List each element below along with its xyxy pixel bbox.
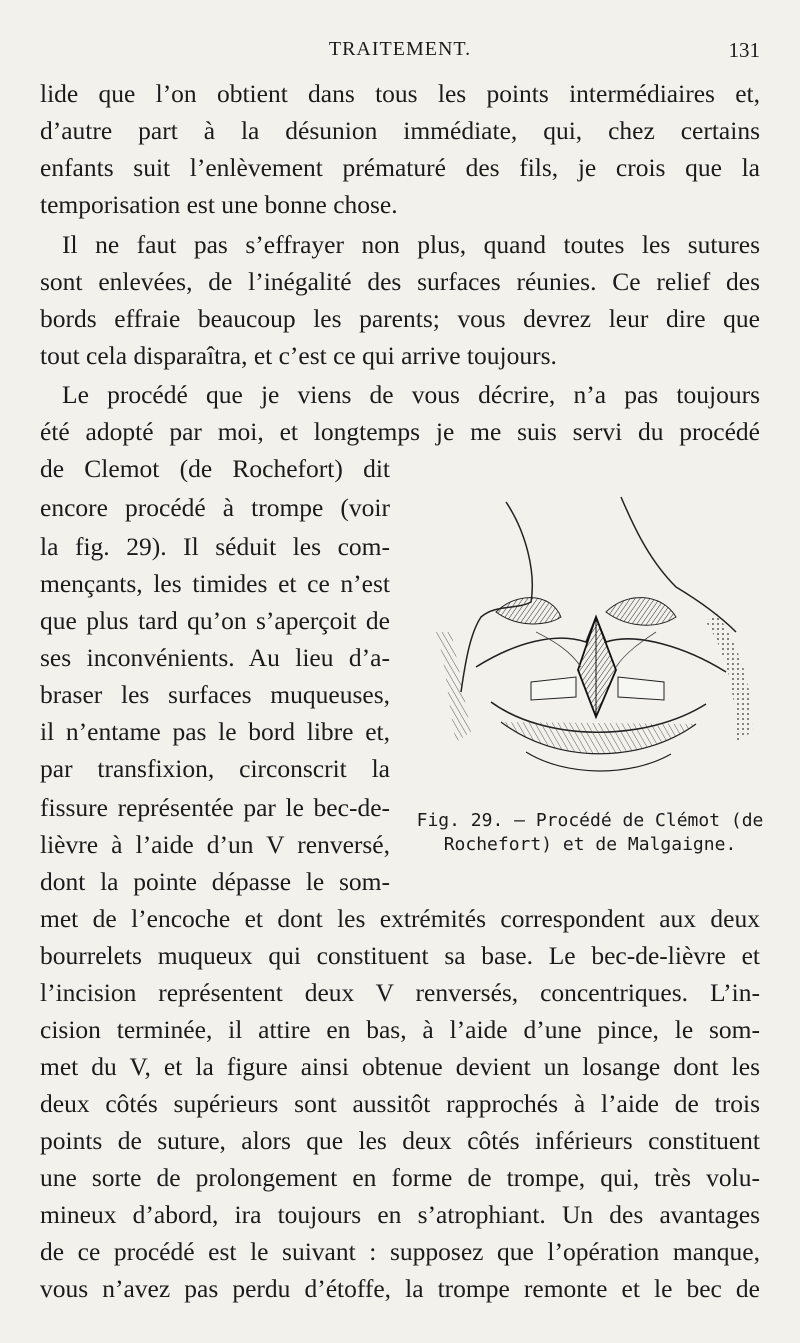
text-line: cision terminée, il attire en bas, à l’aide d’une pince, le som-: [40, 1015, 760, 1044]
text-line: par transfixion, circonscrit la: [40, 754, 390, 783]
text-line: lièvre à l’aide d’un V renversé,: [40, 830, 390, 859]
text-line: temporisation est une bonne chose.: [40, 190, 398, 219]
text-line: lide que l’on obtient dans tous les points intermédiaires et,: [40, 79, 760, 108]
text-line: tout cela disparaîtra, et c’est ce qui arrive toujours.: [40, 341, 557, 370]
text-line: de ce procédé est le suivant : supposez que l’opération manque,: [40, 1237, 760, 1266]
text-line: de Clemot (de Rochefort) dit: [40, 454, 390, 483]
text-line: enfants suit l’enlèvement prématuré des fils, je crois que la: [40, 153, 760, 182]
text-line: mençants, les timides et ce n’est: [40, 569, 390, 598]
text-line: bords effraie beaucoup les parents; vous devrez leur dire que: [40, 304, 760, 333]
text-line: deux côtés supérieurs sont aussitôt rapprochés à l’aide de trois: [40, 1089, 760, 1118]
text-line: une sorte de prolongement en forme de trompe, qui, très volu-: [40, 1163, 760, 1192]
text-line: sont enlevées, de l’inégalité des surfaces réunies. Ce relief des: [40, 267, 760, 296]
text-line: d’autre part à la désunion immédiate, qui, chez certains: [40, 116, 760, 145]
text-line: été adopté par moi, et longtemps je me suis servi du procédé: [40, 417, 760, 446]
running-title: TRAITEMENT.: [328, 38, 472, 60]
figure-illustration: [436, 492, 758, 784]
text-line: l’incision représentent deux V renversés, concentriques. L’in-: [40, 978, 760, 1007]
figure-caption-line1: Fig. 29. — Procédé de Clémot (de: [416, 810, 764, 831]
text-line: vous n’avez pas perdu d’étoffe, la trompe remonte et le bec de: [40, 1274, 760, 1303]
text-line: que plus tard qu’on s’aperçoit de: [40, 606, 390, 635]
text-line: la fig. 29). Il séduit les com-: [40, 532, 390, 561]
text-line: ses inconvénients. Au lieu d’a-: [40, 643, 390, 672]
text-line: met du V, et la figure ainsi obtenue devient un losange dont les: [40, 1052, 760, 1081]
text-line: Il ne faut pas s’effrayer non plus, quand toutes les sutures: [62, 230, 760, 259]
text-line: met de l’encoche et dont les extrémités correspondent aux deux: [40, 904, 760, 933]
running-head: [40, 38, 760, 64]
text-line: Le procédé que je viens de vous décrire, n’a pas toujours: [62, 380, 760, 409]
text-line: fissure représentée par le bec-de-: [40, 793, 390, 822]
text-line: dont la pointe dépasse le som-: [40, 867, 390, 896]
figure-caption-line2: Rochefort) et de Malgaigne.: [443, 834, 737, 855]
text-line: bourrelets muqueux qui constituent sa base. Le bec-de-lièvre et: [40, 941, 760, 970]
page-number: 131: [728, 38, 760, 62]
text-line: points de suture, alors que les deux côtés inférieurs constituent: [40, 1126, 760, 1155]
text-line: encore procédé à trompe (voir: [40, 493, 390, 522]
text-line: braser les surfaces muqueuses,: [40, 680, 390, 709]
text-line: il n’entame pas le bord libre et,: [40, 717, 390, 746]
text-line: mineux d’abord, ira toujours en s’atrophiant. Un des avantages: [40, 1200, 760, 1229]
